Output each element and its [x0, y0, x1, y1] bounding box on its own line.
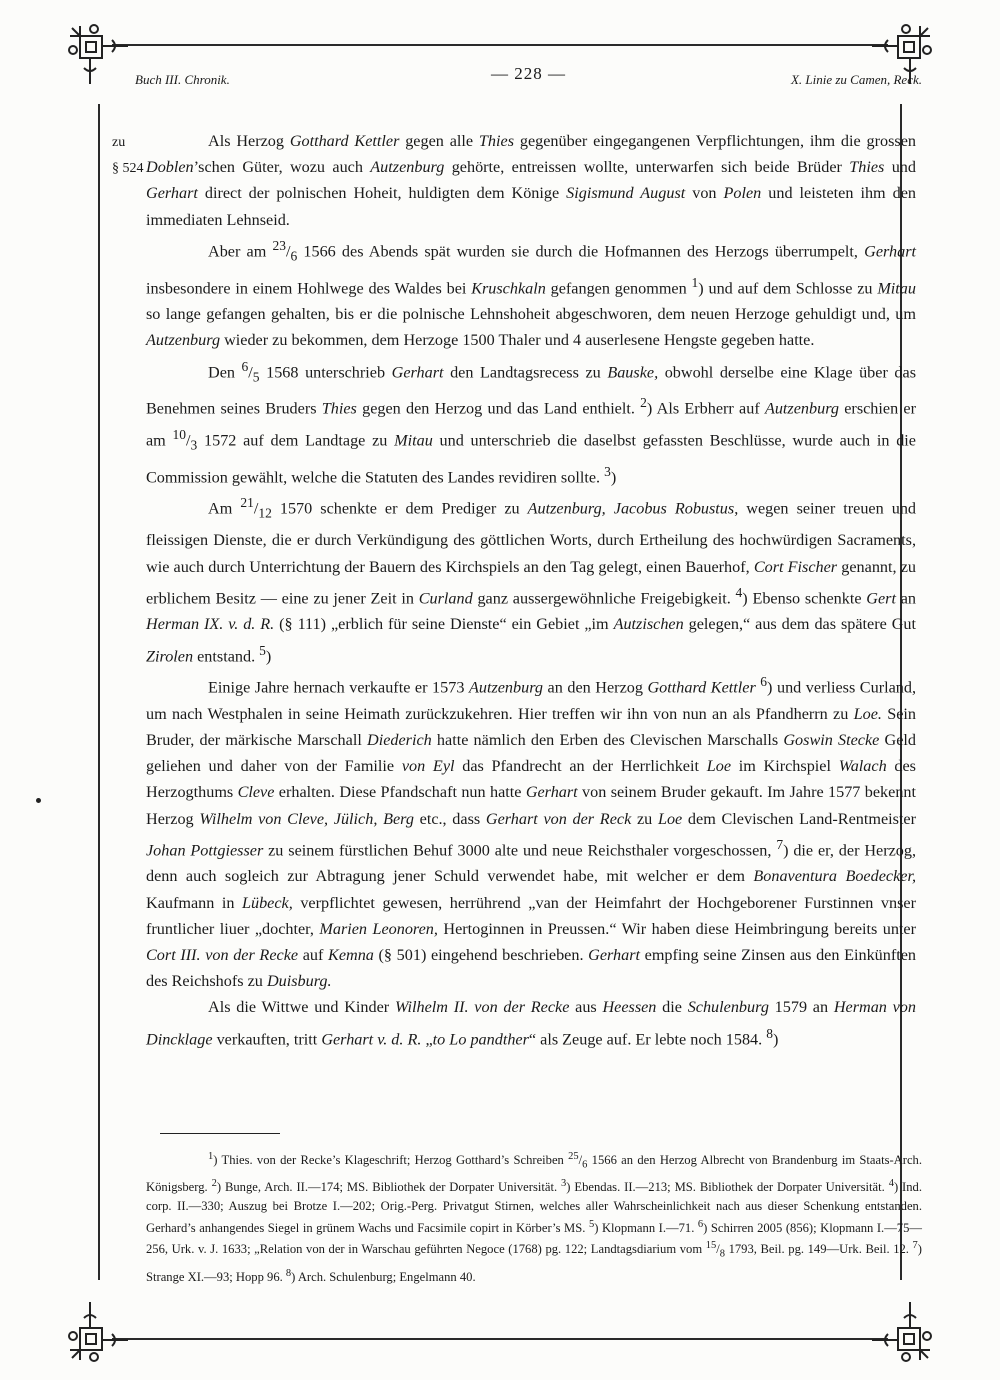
corner-ornament-icon [66, 1300, 130, 1364]
paragraph: Am $^{21}/_{12}$ 1570 schenkte er dem Prediger zu Autzenburg, Jacobus Robustus, wegen seiner treuen und fleissigen Dienste, die er durch Verkündigung des göttlichen Worts, durch Ertheilung des hochwürdigen Sacraments, wie auch durch Unterrichtung der Bauern des Kirchspiels an den Tag gelegt, einen Bauerhof, Cort Fischer genannt, zu erblichem Besitz — eine zu jener Zeit in Curland ganz aussergewöhnliche Freigebigkeit. $^4$) Ebenso schenkte Gert an Herman IX. v. d. R. (§ 111) „erblich für seine Dienste“ ein Gebiet „im Autzischen gelegen,“ aus dem das spätere Gut Zirolen entstand. $^5$) [146, 495, 917, 665]
page-number: — 228 — [491, 64, 566, 83]
paragraph: Als die Wittwe und Kinder Wilhelm II. von der Recke aus Heessen die Schulenburg 1579 an Herman von Dincklage verkauften, tritt Gerhart v. d. R. „to Lo pandther“ als Zeuge auf. Er lebte noch 1584. $^8$) [146, 998, 916, 1048]
paragraph: Einige Jahre hernach verkaufte er 1573 Autzenburg an den Herzog Gotthard Kettler $^6$) und verliess Curland, um nach Westphalen in seine Heimath zurückzukehren. Hier treffen wir ihn von nun an als Pfandherrn zu Loe. Sein Bruder, der märkische Marschall Diederich hatte nämlich den Erben des Clevischen Marschalls Goswin Stecke Geld geliehen und daher von der Familie von Eyl das Pfandrecht an der Herrlichkeit Loe im Kirchspiel Walach des Herzogthums Cleve erhalten. Diese Pfandschaft nun hatte Gerhart von seinem Bruder gekauft. Im Jahre 1577 bekennt Herzog Wilhelm von Cleve, Jülich, Berg etc., dass Gerhart von der Reck zu Loe dem Clevischen Land-Rentmeister Johan Pottgiesser zu seinem fürstlichen Behuf 3000 alte und neue Reichsthaler vorgeschossen, $^7$) die er, der Herzog, denn auch sogleich zur Abtragung jener Schuld verwendet habe, mit welcher er dem Bonaventura Boedecker, Kaufmann in Lübeck, verpflichtet gewesen, herrührend „van der Heimfahrt der Hochgeborener Furstinnen vnser fruntlicher liuer „dochter, Marien Leonoren, Hertoginnen in Preussen.“ Wir haben diese Heimbringung bereits unter Cort III. von der Recke auf Kemna (§ 501) eingehend beschrieben. Gerhart empfing seine Zinsen aus den Einkünften des Reichshofs zu Duisburg. [146, 674, 917, 991]
paragraph: Aber am $^{23}/_6$ 1566 des Abends spät wurden sie durch die Hofmannen des Herzogs überrumpelt, Gerhart insbesondere in einem Hohlwege des Waldes bei Kruschkaln gefangen genommen $^1$) und auf dem Schlosse zu Mitau so lange gefangen gehalten, bis er die polnische Lehnshoheit abgeschworen, dem neuen Herzoge gehuldigt und, um Autzenburg wieder zu bekommen, dem Herzoge 1500 Thaler und 4 auserlesene Hengste gegeben hatte. [146, 237, 917, 350]
running-head-left: Buch III. Chronik. [135, 72, 230, 87]
frame-bottom-rule [112, 1338, 888, 1340]
frame-left-rule [98, 104, 100, 1280]
footnote-rule [160, 1133, 280, 1134]
corner-ornament-icon [66, 22, 130, 86]
margin-reference-line: § 524 [112, 161, 144, 176]
frame-top-rule [112, 44, 888, 46]
main-text [146, 128, 916, 1052]
footnotes [146, 1148, 922, 1287]
margin-reference [112, 130, 144, 182]
footnote-text: $^1$) Thies. von der Recke’s Klageschrift; Herzog Gotthard’s Schreiben $^{25}/_6$ 1566 an den Herzog Albrecht von Brandenburg im Staats-Arch. Königsberg. $^2$) Bunge, Arch. II.—174; MS. Bibliothek der Dorpater Universität. $^3$) Ebendas. II.—213; MS. Bibliothek der Dorpater Universität. $^4$) Ind. corp. II.—330; Auszug bei Brotze I.—202; Orig.-Perg. Privatgut Stirnen, welches aller Wahrscheinlichkeit nach aus dieser Schenkung entstanden. Gerhard’s anhangendes Siegel in grünem Wachs und Facsimile copirt in Körber’s MS. $^5$) Klopmann I.—71. $^6$) Schirren 2005 (856); Klopmann I.—75—256, Urk. v. J. 1633; „Relation von der in Warschau geführten Negoce (1768) pg. 122; Landtagsdiarium vom $^{15}/_8$ 1793, Beil. pg. 149—Urk. Beil. 12. $^7$) Strange XI.—93; Hopp 96. $^8$) Arch. Schulenburg; Engelmann 40. [146, 1151, 923, 1284]
margin-reference-line: zu [112, 135, 126, 150]
ink-dot [36, 798, 41, 803]
paragraph: Den $^6/_5$ 1568 unterschrieb Gerhart den Landtagsrecess zu Bauske, obwohl derselbe eine Klage über das Benehmen seines Bruders Thies gegen den Herzog und das Land enthielt. $^2$) Als Erbherr auf Autzenburg erschien er am $^{10}/_3$ 1572 auf dem Landtage zu Mitau und unterschrieb die daselbst gefassten Beschlüsse, wurde auch in die Commission gewählt, welche die Statuten des Landes revidiren sollte. $^3$) [146, 358, 916, 487]
running-head-right: X. Linie zu Camen, Reck. [790, 72, 922, 87]
running-head [135, 64, 922, 88]
paragraph: Als Herzog Gotthard Kettler gegen alle Thies gegenüber eingegangenen Verpflichtungen, ihm die grossen Doblen’schen Güter, wozu auch Autzenburg gehörte, entreissen wollte, unterwarfen sich beide Brüder Thies und Gerhart direct der polnischen Hoheit, huldigten dem Könige Sigismund August von Polen und leisteten ihm den immediaten Lehnseid. [146, 132, 917, 229]
corner-ornament-icon [870, 1300, 934, 1364]
